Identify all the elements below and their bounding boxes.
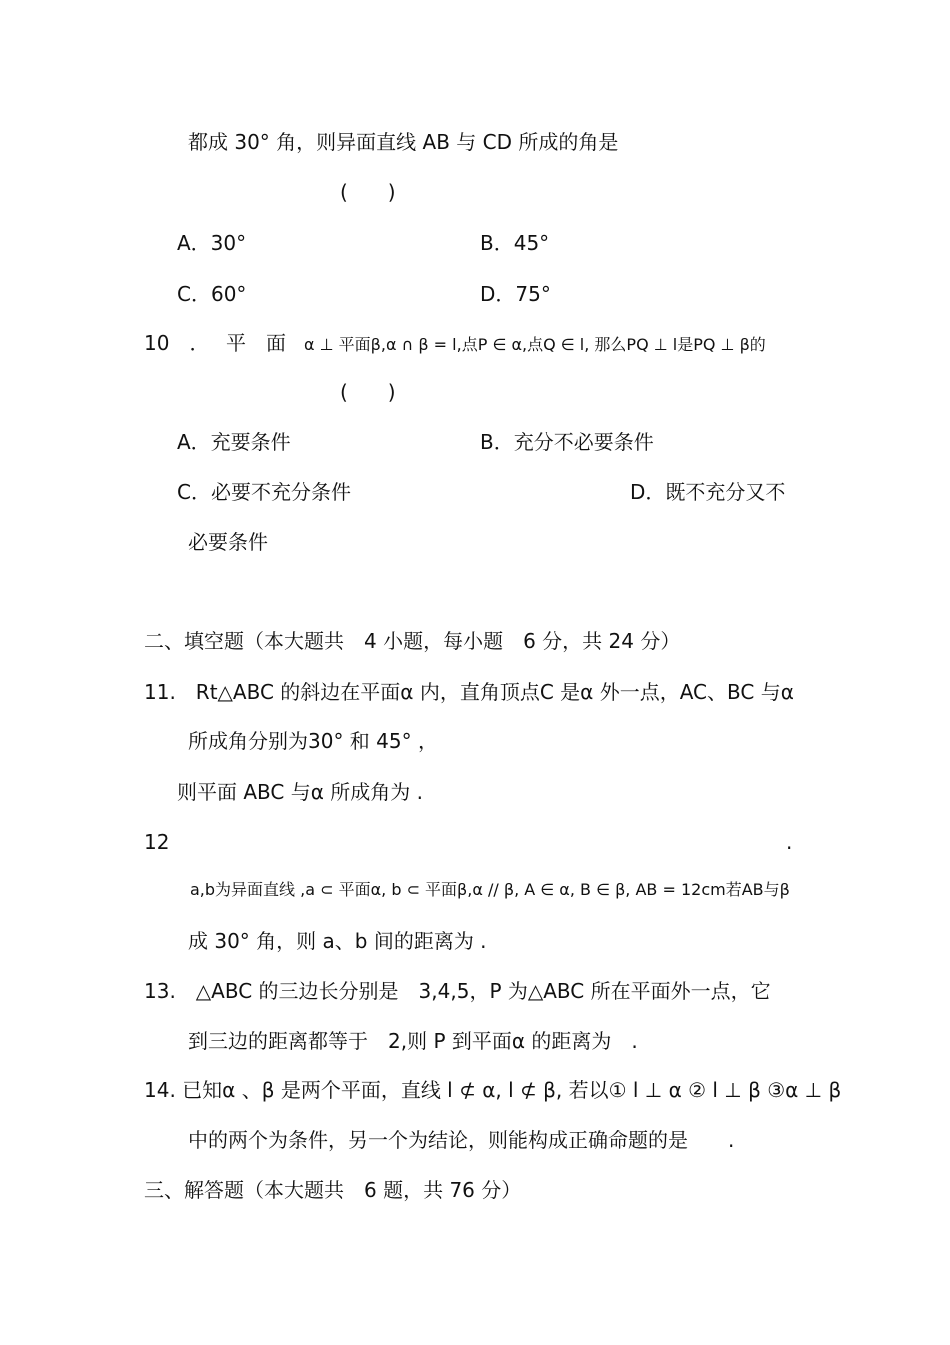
question-13-line-1: 13. △ABC 的三边长分别是 3,4,5，P 为△ABC 所在平面外一点，它 bbox=[144, 979, 771, 1003]
question-11-line-3: 则平面 ABC 与α 所成角为 . bbox=[177, 780, 423, 804]
question-12-number: 12 bbox=[144, 830, 170, 854]
question-9-answer-parentheses: ( ) bbox=[340, 180, 396, 204]
question-10-option-c: C．必要不充分条件 bbox=[177, 480, 351, 504]
section-2-heading: 二、填空题（本大题共 4 小题，每小题 6 分，共 24 分） bbox=[144, 629, 681, 653]
question-9-option-b: B．45° bbox=[480, 231, 550, 255]
question-9-option-a: A．30° bbox=[177, 231, 247, 255]
question-12-condition: a,b为异面直线 ,a ⊂ 平面α, b ⊂ 平面β,α // β, A ∈ α, B ∈ β, AB = 12cm若AB与β bbox=[190, 880, 790, 899]
section-3-heading: 三、解答题（本大题共 6 题，共 76 分） bbox=[144, 1178, 522, 1202]
question-12-line-3: 成 30° 角，则 a、b 间的距离为 . bbox=[188, 929, 487, 953]
question-10-word: 平 面 bbox=[226, 331, 286, 355]
question-10-number: 10 ． bbox=[144, 331, 210, 355]
question-10-option-d-continued: 必要条件 bbox=[188, 530, 268, 554]
question-13-line-2: 到三边的距离都等于 2,则 P 到平面α 的距离为 . bbox=[188, 1029, 638, 1053]
question-10-option-d: D．既不充分又不 bbox=[630, 480, 786, 504]
question-9-option-d: D．75° bbox=[480, 282, 551, 306]
question-12-trailing-dot: . bbox=[786, 830, 793, 854]
question-11-line-2: 所成角分别为30° 和 45° ， bbox=[188, 729, 438, 753]
question-9-option-c: C．60° bbox=[177, 282, 247, 306]
question-11-line-1: 11. Rt△ABC 的斜边在平面α 内，直角顶点C 是α 外一点，AC、BC 与α bbox=[144, 680, 794, 704]
question-10-answer-parentheses: ( ) bbox=[340, 380, 396, 404]
question-10-option-b: B．充分不必要条件 bbox=[480, 430, 654, 454]
question-14-line-2: 中的两个为条件，另一个为结论，则能构成正确命题的是 . bbox=[188, 1128, 735, 1152]
question-10-option-a: A．充要条件 bbox=[177, 430, 291, 454]
question-10-condition: α ⊥ 平面β,α ∩ β = l,点P ∈ α,点Q ∈ l, 那么PQ ⊥ l是PQ ⊥ β的 bbox=[304, 335, 766, 354]
question-14-line-1: 14. 已知α 、β 是两个平面，直线 l ⊄ α, l ⊄ β, 若以① l ⊥ α ② l ⊥ β ③α ⊥ β bbox=[144, 1078, 842, 1102]
question-9-line-2: 都成 30° 角，则异面直线 AB 与 CD 所成的角是 bbox=[188, 130, 619, 154]
